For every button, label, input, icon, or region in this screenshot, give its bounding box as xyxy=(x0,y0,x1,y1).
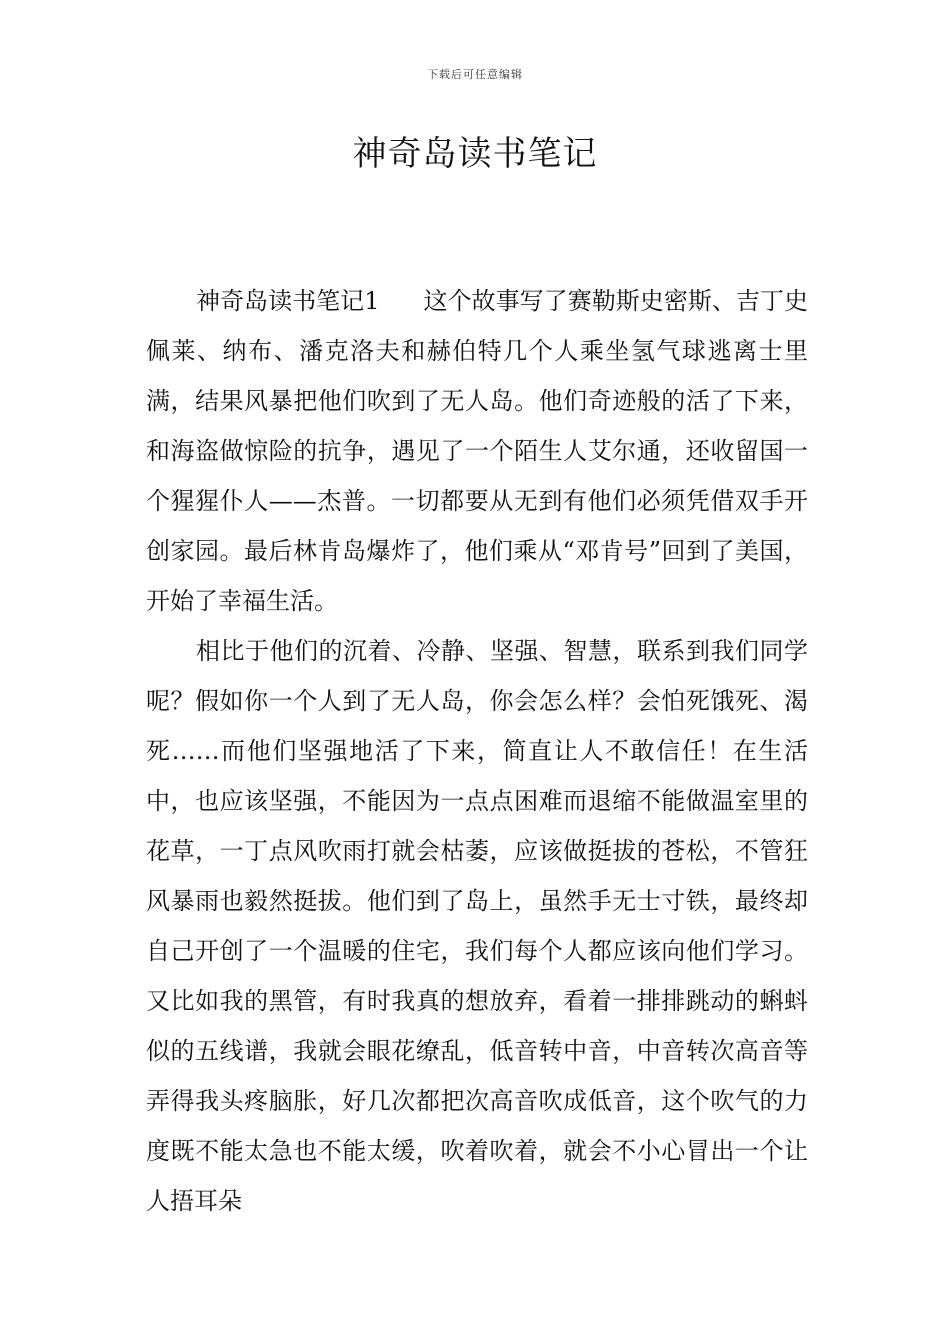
paragraph-1-lead: 神奇岛读书笔记1 xyxy=(196,287,380,315)
document-body xyxy=(146,276,808,1226)
paragraph-1-body: 这个故事写了赛勒斯史密斯、吉丁史佩莱、纳布、潘克洛夫和赫伯特几个人乘坐氢气球逃离士里满，结果风暴把他们吹到了无人岛。他们奇迹般的活了下来，和海盗做惊险的抗争，遇见了一个陌生人艾尔通，还收留国一个猩猩仆人——杰普。一切都要从无到有他们必须凭借双手开创家园。最后林肯岛爆炸了，他们乘从“邓肯号”回到了美国，开始了幸福生活。 xyxy=(146,287,808,615)
header-note: 下载后可任意编辑 xyxy=(427,68,523,81)
paragraph-1 xyxy=(146,276,808,626)
paragraph-2: 相比于他们的沉着、冷静、坚强、智慧，联系到我们同学呢？假如你一个人到了无人岛，你会怎么样？会怕死饿死、渴死……而他们坚强地活了下来，简直让人不敢信任！在生活中，也应该坚强，不能因为一点点困难而退缩不能做温室里的花草，一丁点风吹雨打就会枯萎，应该做挺拔的苍松，不管狂风暴雨也毅然挺拔。他们到了岛上，虽然手无士寸铁，最终却自己开创了一个温暖的住宅，我们每个人都应该向他们学习。又比如我的黑管，有时我真的想放弃，看着一排排跳动的蝌蚪似的五线谱，我就会眼花缭乱，低音转中音，中音转次高音等弄得我头疼脑胀，好几次都把次高音吹成低音，这个吹气的力度既不能太急也不能太缓，吹着吹着，就会不小心冒出一个让人捂耳朵 xyxy=(146,637,808,1215)
page-title: 神奇岛读书笔记 xyxy=(352,134,598,174)
